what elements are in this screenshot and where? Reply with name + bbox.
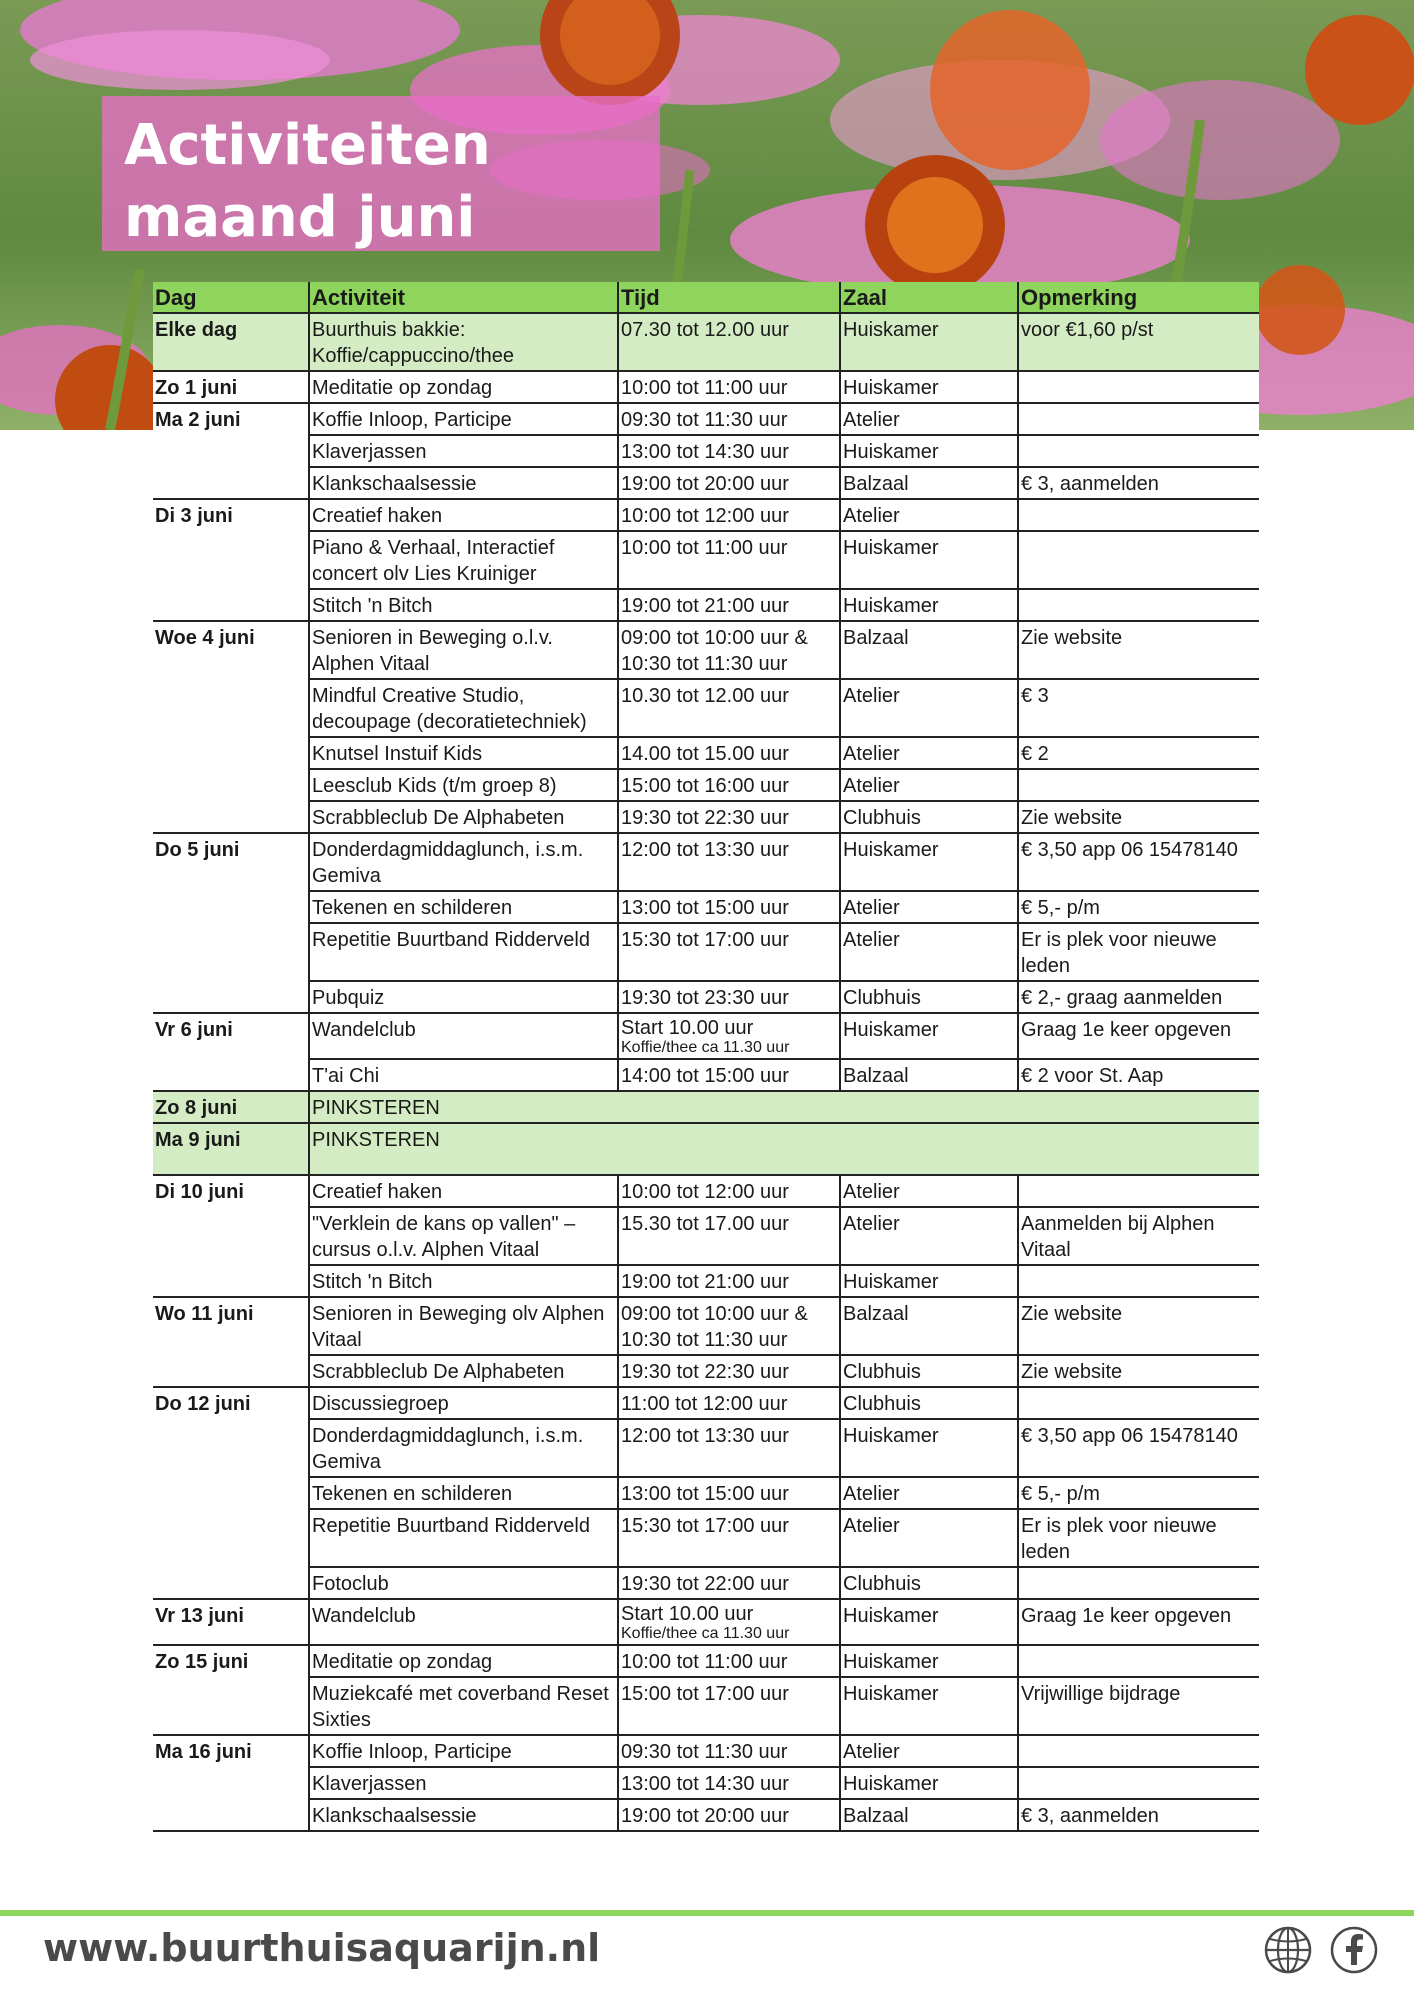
activity-cell: Stitch 'n Bitch xyxy=(309,1265,618,1297)
table-row xyxy=(153,1599,1259,1645)
activity-cell: Donderdagmiddaglunch, i.s.m. Gemiva xyxy=(309,833,618,891)
time-cell: 19:30 tot 23:30 uur xyxy=(618,981,840,1013)
room-cell: Atelier xyxy=(840,1207,1018,1265)
time-cell xyxy=(618,1599,840,1645)
room-cell: Atelier xyxy=(840,499,1018,531)
activity-cell: Wandelclub xyxy=(309,1599,618,1645)
room-cell: Huiskamer xyxy=(840,435,1018,467)
table-row xyxy=(153,1207,1259,1265)
website-url[interactable]: www.buurthuisaquarijn.nl xyxy=(43,1926,601,1970)
activity-cell: Discussiegroep xyxy=(309,1387,618,1419)
note-cell xyxy=(1018,371,1259,403)
note-cell: € 3, aanmelden xyxy=(1018,1799,1259,1831)
note-cell xyxy=(1018,589,1259,621)
day-cell xyxy=(153,1265,309,1297)
activity-cell: Buurthuis bakkie: Koffie/cappuccino/thee xyxy=(309,313,618,371)
time-cell: 10:00 tot 11:00 uur xyxy=(618,1645,840,1677)
day-cell: Ma 2 juni xyxy=(155,409,241,431)
day-cell: Elke dag xyxy=(153,313,309,371)
day-cell xyxy=(153,531,309,589)
day-cell: Di 10 juni xyxy=(155,1181,244,1203)
note-cell: € 2 xyxy=(1018,737,1259,769)
activity-cell: "Verklein de kans op vallen" – cursus o.l.v. Alphen Vitaal xyxy=(309,1207,618,1265)
day-cell: Vr 13 juni xyxy=(153,1599,309,1645)
room-cell: Clubhuis xyxy=(840,981,1018,1013)
activity-cell: Koffie Inloop, Participe xyxy=(309,403,618,435)
table-row xyxy=(153,923,1259,981)
activity-cell: Tekenen en schilderen xyxy=(309,1477,618,1509)
room-cell: Balzaal xyxy=(840,1059,1018,1091)
table-row xyxy=(153,1091,1259,1123)
note-cell: Aanmelden bij Alphen Vitaal xyxy=(1018,1207,1259,1265)
room-cell: Balzaal xyxy=(840,467,1018,499)
note-cell xyxy=(1018,1175,1259,1207)
room-cell: Huiskamer xyxy=(840,1599,1018,1645)
column-header-zaal: Zaal xyxy=(840,282,1018,313)
table-row xyxy=(153,1265,1259,1297)
room-cell: Clubhuis xyxy=(840,801,1018,833)
room-cell: Atelier xyxy=(840,1175,1018,1207)
activity-cell: Klankschaalsessie xyxy=(309,1799,618,1831)
day-cell xyxy=(153,1355,309,1387)
note-cell xyxy=(1018,769,1259,801)
note-cell xyxy=(1018,1645,1259,1677)
day-cell xyxy=(153,435,309,467)
room-cell: Huiskamer xyxy=(840,1419,1018,1477)
table-row xyxy=(153,1419,1259,1477)
note-cell xyxy=(1018,1567,1259,1599)
day-cell xyxy=(153,1677,309,1735)
table-row xyxy=(153,737,1259,769)
table-row xyxy=(153,833,1259,891)
day-cell xyxy=(153,1509,309,1567)
table-row xyxy=(153,1297,1259,1355)
room-cell: Atelier xyxy=(840,891,1018,923)
activity-cell: Meditatie op zondag xyxy=(309,371,618,403)
day-cell xyxy=(153,737,309,769)
table-row xyxy=(153,1175,1259,1207)
table-row xyxy=(153,769,1259,801)
room-cell: Atelier xyxy=(840,1509,1018,1567)
room-cell: Atelier xyxy=(840,769,1018,801)
day-cell: Zo 1 juni xyxy=(153,371,309,403)
time-note: Koffie/thee ca 11.30 uur xyxy=(621,1039,790,1056)
activity-cell: Scrabbleclub De Alphabeten xyxy=(309,801,618,833)
time-cell: 13:00 tot 15:00 uur xyxy=(618,891,840,923)
globe-icon[interactable] xyxy=(1263,1925,1313,1975)
room-cell: Huiskamer xyxy=(840,313,1018,371)
table-row xyxy=(153,1013,1259,1059)
table-row xyxy=(153,1567,1259,1599)
note-cell: € 5,- p/m xyxy=(1018,891,1259,923)
room-cell: Huiskamer xyxy=(840,531,1018,589)
table-row xyxy=(153,499,1259,531)
day-cell xyxy=(153,1207,309,1265)
time-cell: 14:00 tot 15:00 uur xyxy=(618,1059,840,1091)
day-cell: Do 12 juni xyxy=(155,1393,251,1415)
activity-cell: Senioren in Beweging olv Alphen Vitaal xyxy=(309,1297,618,1355)
day-cell xyxy=(153,467,309,499)
time-cell: 10:00 tot 12:00 uur xyxy=(618,1175,840,1207)
room-cell: Huiskamer xyxy=(840,1767,1018,1799)
activity-cell: Creatief haken xyxy=(309,499,618,531)
time-cell: 09:00 tot 10:00 uur & 10:30 tot 11:30 uur xyxy=(618,1297,840,1355)
room-cell: Balzaal xyxy=(840,1799,1018,1831)
note-cell: € 3 xyxy=(1018,679,1259,737)
table-row xyxy=(153,1735,1259,1767)
table-row xyxy=(153,1645,1259,1677)
table-row xyxy=(153,621,1259,679)
activity-cell: Fotoclub xyxy=(309,1567,618,1599)
room-cell: Huiskamer xyxy=(840,1677,1018,1735)
day-cell: Zo 8 juni xyxy=(153,1091,309,1123)
activity-cell: Muziekcafé met coverband Reset Sixties xyxy=(309,1677,618,1735)
time-main: Start 10.00 uur xyxy=(621,1603,754,1625)
time-cell: 14.00 tot 15.00 uur xyxy=(618,737,840,769)
day-cell: Woe 4 juni xyxy=(155,627,255,649)
activity-cell: Donderdagmiddaglunch, i.s.m. Gemiva xyxy=(309,1419,618,1477)
note-cell: € 3,50 app 06 15478140 xyxy=(1018,833,1259,891)
note-cell xyxy=(1018,1767,1259,1799)
note-cell: € 3, aanmelden xyxy=(1018,467,1259,499)
activity-cell: Koffie Inloop, Participe xyxy=(309,1735,618,1767)
day-cell xyxy=(153,1477,309,1509)
table-row xyxy=(153,589,1259,621)
note-cell xyxy=(1018,1265,1259,1297)
table-row xyxy=(153,1059,1259,1091)
time-cell: 13:00 tot 14:30 uur xyxy=(618,1767,840,1799)
activity-cell: Pubquiz xyxy=(309,981,618,1013)
time-cell: 19:30 tot 22:30 uur xyxy=(618,801,840,833)
activity-cell: T'ai Chi xyxy=(309,1059,618,1091)
time-cell: 10:00 tot 11:00 uur xyxy=(618,531,840,589)
day-cell xyxy=(153,1059,309,1091)
activity-cell: Scrabbleclub De Alphabeten xyxy=(309,1355,618,1387)
activity-cell: Mindful Creative Studio, decoupage (decoratietechniek) xyxy=(309,679,618,737)
day-cell xyxy=(153,769,309,801)
time-note: Koffie/thee ca 11.30 uur xyxy=(621,1625,790,1642)
note-cell: € 2,- graag aanmelden xyxy=(1018,981,1259,1013)
note-cell xyxy=(1018,1387,1259,1419)
time-cell: 09:00 tot 10:00 uur & 10:30 tot 11:30 uur xyxy=(618,621,840,679)
room-cell: Atelier xyxy=(840,1735,1018,1767)
activity-cell: Repetitie Buurtband Ridderveld xyxy=(309,923,618,981)
activity-cell: Creatief haken xyxy=(309,1175,618,1207)
time-cell: 13:00 tot 14:30 uur xyxy=(618,435,840,467)
activity-cell: Stitch 'n Bitch xyxy=(309,589,618,621)
room-cell: Balzaal xyxy=(840,1297,1018,1355)
day-cell: Do 5 juni xyxy=(155,839,240,861)
activity-cell: Senioren in Beweging o.l.v. Alphen Vitaal xyxy=(309,621,618,679)
room-cell: Balzaal xyxy=(840,621,1018,679)
time-cell: 19:00 tot 20:00 uur xyxy=(618,1799,840,1831)
activity-cell: Repetitie Buurtband Ridderveld xyxy=(309,1509,618,1567)
table-row xyxy=(153,891,1259,923)
day-cell: Ma 16 juni xyxy=(155,1741,252,1763)
room-cell: Huiskamer xyxy=(840,371,1018,403)
time-cell: 19:00 tot 21:00 uur xyxy=(618,1265,840,1297)
table-row xyxy=(153,1387,1259,1419)
activity-cell: Tekenen en schilderen xyxy=(309,891,618,923)
time-cell: 10:00 tot 11:00 uur xyxy=(618,371,840,403)
page-title-line-1: Activiteiten xyxy=(124,113,491,178)
time-cell: 11:00 tot 12:00 uur xyxy=(618,1387,840,1419)
time-cell: 10.30 tot 12.00 uur xyxy=(618,679,840,737)
room-cell: Huiskamer xyxy=(840,1013,1018,1059)
note-cell: € 3,50 app 06 15478140 xyxy=(1018,1419,1259,1477)
column-header-activiteit: Activiteit xyxy=(309,282,618,313)
note-cell: Er is plek voor nieuwe leden xyxy=(1018,923,1259,981)
room-cell: Atelier xyxy=(840,1477,1018,1509)
day-cell: Wo 11 juni xyxy=(155,1303,254,1325)
day-cell xyxy=(153,1767,309,1799)
activity-cell: Wandelclub xyxy=(309,1013,618,1059)
room-cell: Huiskamer xyxy=(840,1265,1018,1297)
activity-cell: Klaverjassen xyxy=(309,435,618,467)
table-row xyxy=(153,679,1259,737)
table-row xyxy=(153,1509,1259,1567)
time-cell: 15:00 tot 17:00 uur xyxy=(618,1677,840,1735)
day-cell xyxy=(153,589,309,621)
table-row xyxy=(153,981,1259,1013)
note-cell: Zie website xyxy=(1018,621,1259,679)
note-cell: voor €1,60 p/st xyxy=(1018,313,1259,371)
title-box xyxy=(102,96,660,251)
table-row xyxy=(153,1799,1259,1831)
holiday-cell: PINKSTEREN xyxy=(309,1123,1259,1175)
column-header-dag: Dag xyxy=(153,282,309,313)
note-cell: € 5,- p/m xyxy=(1018,1477,1259,1509)
day-cell: Zo 15 juni xyxy=(155,1651,249,1673)
table-header-row xyxy=(153,282,1259,313)
table-row xyxy=(153,1767,1259,1799)
day-cell xyxy=(153,1567,309,1599)
note-cell: € 2 voor St. Aap xyxy=(1018,1059,1259,1091)
day-cell xyxy=(153,801,309,833)
table-row xyxy=(153,1355,1259,1387)
activity-cell: Meditatie op zondag xyxy=(309,1645,618,1677)
page-title-line-2: maand juni xyxy=(124,185,476,250)
time-cell: 10:00 tot 12:00 uur xyxy=(618,499,840,531)
room-cell: Huiskamer xyxy=(840,589,1018,621)
note-cell: Vrijwillige bijdrage xyxy=(1018,1677,1259,1735)
note-cell: Graag 1e keer opgeven xyxy=(1018,1599,1259,1645)
day-cell: Ma 9 juni xyxy=(153,1123,309,1175)
time-cell: 15:30 tot 17:00 uur xyxy=(618,923,840,981)
time-cell: 19:30 tot 22:30 uur xyxy=(618,1355,840,1387)
time-cell: 15:00 tot 16:00 uur xyxy=(618,769,840,801)
table-row xyxy=(153,371,1259,403)
room-cell: Huiskamer xyxy=(840,833,1018,891)
table-row xyxy=(153,531,1259,589)
time-cell: 19:00 tot 21:00 uur xyxy=(618,589,840,621)
activity-cell: Klaverjassen xyxy=(309,1767,618,1799)
note-cell xyxy=(1018,1735,1259,1767)
note-cell xyxy=(1018,435,1259,467)
note-cell: Zie website xyxy=(1018,1297,1259,1355)
note-cell xyxy=(1018,499,1259,531)
room-cell: Atelier xyxy=(840,923,1018,981)
activity-cell: Leesclub Kids (t/m groep 8) xyxy=(309,769,618,801)
time-cell xyxy=(618,1013,840,1059)
day-cell xyxy=(153,891,309,923)
holiday-cell: PINKSTEREN xyxy=(309,1091,1259,1123)
room-cell: Atelier xyxy=(840,403,1018,435)
table-row xyxy=(153,403,1259,435)
day-cell xyxy=(153,1419,309,1477)
column-header-tijd: Tijd xyxy=(618,282,840,313)
time-cell: 13:00 tot 15:00 uur xyxy=(618,1477,840,1509)
activity-cell: Knutsel Instuif Kids xyxy=(309,737,618,769)
room-cell: Atelier xyxy=(840,679,1018,737)
day-cell xyxy=(153,923,309,981)
day-cell: Di 3 juni xyxy=(155,505,233,527)
day-cell xyxy=(153,679,309,737)
day-cell xyxy=(153,981,309,1013)
note-cell: Graag 1e keer opgeven xyxy=(1018,1013,1259,1059)
room-cell: Clubhuis xyxy=(840,1387,1018,1419)
time-main: Start 10.00 uur xyxy=(621,1017,754,1039)
table-row xyxy=(153,1477,1259,1509)
column-header-opmerking: Opmerking xyxy=(1018,282,1259,313)
room-cell: Atelier xyxy=(840,737,1018,769)
time-cell: 19:00 tot 20:00 uur xyxy=(618,467,840,499)
day-cell xyxy=(153,1799,309,1831)
activity-cell: Piano & Verhaal, Interactief concert olv Lies Kruiniger xyxy=(309,531,618,589)
room-cell: Huiskamer xyxy=(840,1645,1018,1677)
activity-cell: Klankschaalsessie xyxy=(309,467,618,499)
time-cell: 12:00 tot 13:30 uur xyxy=(618,1419,840,1477)
note-cell: Zie website xyxy=(1018,1355,1259,1387)
time-cell: 09:30 tot 11:30 uur xyxy=(618,1735,840,1767)
note-cell xyxy=(1018,531,1259,589)
time-cell: 15.30 tot 17.00 uur xyxy=(618,1207,840,1265)
table-row xyxy=(153,313,1259,371)
note-cell xyxy=(1018,403,1259,435)
table-row xyxy=(153,1677,1259,1735)
time-cell: 19:30 tot 22:00 uur xyxy=(618,1567,840,1599)
time-cell: 15:30 tot 17:00 uur xyxy=(618,1509,840,1567)
table-row xyxy=(153,467,1259,499)
facebook-icon[interactable] xyxy=(1329,1925,1379,1975)
day-cell: Vr 6 juni xyxy=(155,1019,233,1041)
table-row xyxy=(153,801,1259,833)
time-cell: 07.30 tot 12.00 uur xyxy=(618,313,840,371)
note-cell: Er is plek voor nieuwe leden xyxy=(1018,1509,1259,1567)
footer-rule xyxy=(0,1910,1414,1916)
table-row xyxy=(153,1123,1259,1175)
time-cell: 12:00 tot 13:30 uur xyxy=(618,833,840,891)
activities-table xyxy=(153,282,1259,1832)
time-cell: 09:30 tot 11:30 uur xyxy=(618,403,840,435)
room-cell: Clubhuis xyxy=(840,1567,1018,1599)
note-cell: Zie website xyxy=(1018,801,1259,833)
table-row xyxy=(153,435,1259,467)
room-cell: Clubhuis xyxy=(840,1355,1018,1387)
